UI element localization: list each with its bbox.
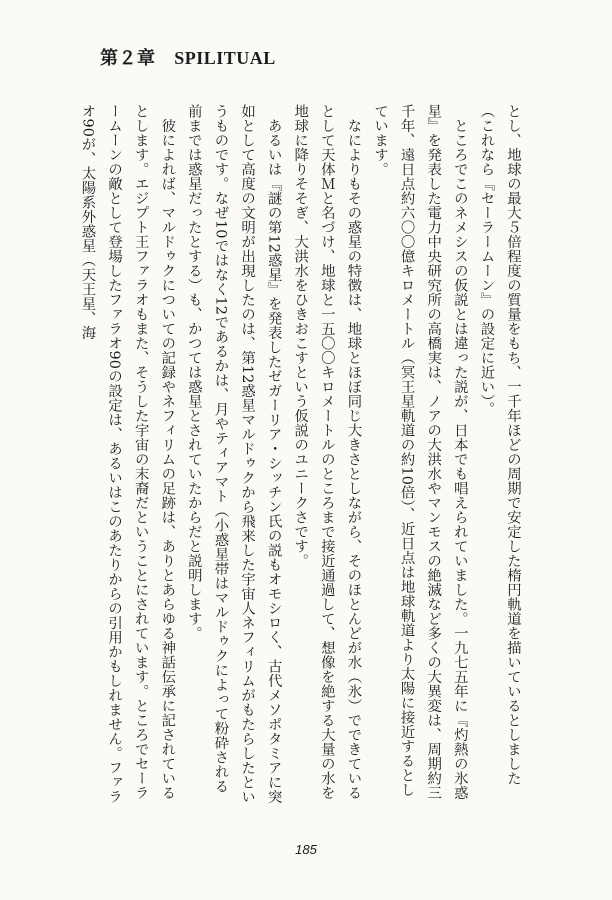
paragraph: とし、地球の最大５倍程度の質量をもち、一千年ほどの周期で安定した楕円軌道を描いているとしました（これなら『セーラームーン』の設定に近い）。 xyxy=(478,104,521,786)
paragraph: 彼によれば、マルドゥクについての記録やネフィリムの足跡は、ありとあらゆる神話伝承に記されているとします。エジプト王ファラオもまた、そうした宇宙の末裔だということにされています。ところでセーラームーンの敵として登場したファラオ90の設定は、あるいはこのあたりからの引用かもしれません。ファラオ90が、太陽系外惑星（天王星、海 xyxy=(79,104,176,805)
chapter-title: SPILITUAL xyxy=(174,48,276,68)
paragraph: ところでこのネメシスの仮説とは違った説が、日本でも唱えられていました。一九七五年に『灼熱の氷惑星』を発表した電力中央研究所の高橋実は、ノアの大洪水やマンモスの絶滅など多くの大異変は、周期約三千年、遠日点約六〇〇億キロメートル（冥王星軌道の約10倍）、近日点は地球軌道より太陽に接近するとしています。 xyxy=(372,104,468,800)
paragraph: なによりもその惑星の特徴は、地球とほぼ同じ大きさとしながら、そのほとんどが水（氷）でできているとして天体Ｍと名づけ、地球と一五〇〇キロメートルのところまで接近通過して、想像を絶する大量の水を地球に降りそそぎ、大洪水をひきおこすという仮説のユニークさです。 xyxy=(292,104,362,800)
body-text xyxy=(79,104,526,805)
chapter-header xyxy=(100,44,276,70)
paragraph: あるいは『謎の第12惑星』を発表したゼガーリア・シッチン氏の説もオモシロく、古代メソポタミアに突如として高度の文明が出現したのは、第12惑星マルドゥクから飛来した宇宙人ネフィリムがもたらしたというものです。なぜ10ではなく12であるかは、月やティアマト（小惑星帯はマルドゥクによって粉砕される前までは惑星だったとする）も、かつては惑星とされていたからだと説明します。 xyxy=(185,104,282,805)
page-number: 185 xyxy=(295,842,317,857)
chapter-number: 第２章 xyxy=(100,48,156,69)
